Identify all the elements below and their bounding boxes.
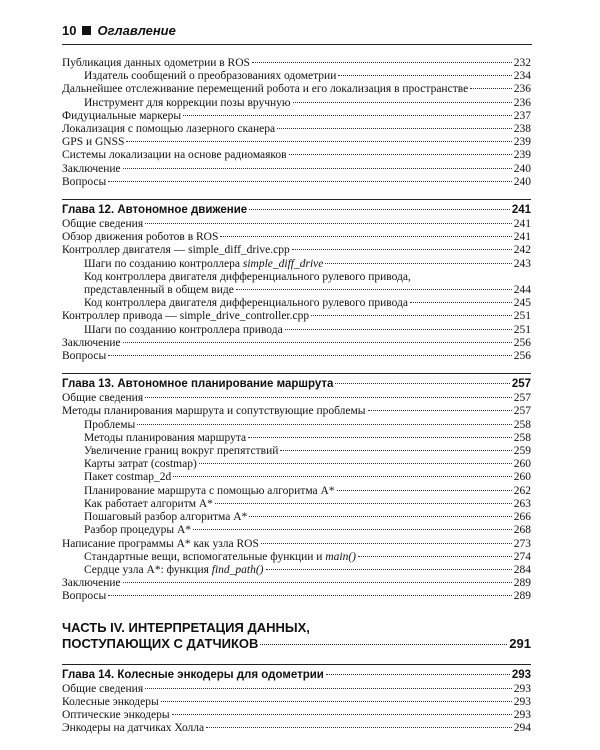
toc-entry-title: Проблемы: [84, 418, 136, 431]
toc-subentry: [62, 297, 531, 310]
toc-entry-page: 284: [513, 563, 531, 576]
toc-entry: [62, 538, 531, 551]
toc-entry-page: 263: [513, 497, 531, 510]
chapter-13-heading: Глава 13. Автономное планирование маршрута 257: [62, 378, 531, 391]
toc-entry-title: Код контроллера двигателя дифференциального рулевого привода: [84, 297, 409, 310]
toc-entry-page: 268: [513, 524, 531, 537]
toc-entry-page: 293: [513, 695, 531, 708]
toc-subentry: [62, 551, 531, 564]
toc-entry-page: 241: [513, 218, 531, 231]
dot-leader: [173, 476, 511, 477]
square-bullet-icon: [82, 26, 91, 35]
chapter-divider: [62, 664, 531, 665]
toc-entry: [62, 709, 531, 722]
toc-entry-page: 259: [513, 445, 531, 458]
toc-entry: [62, 696, 531, 709]
dot-leader: [266, 569, 512, 570]
toc-entry-title: Вопросы: [62, 350, 107, 363]
dot-leader: [215, 503, 512, 504]
toc-entry-page: 260: [513, 471, 531, 484]
toc-entry: [62, 392, 531, 405]
toc-subentry: [62, 284, 531, 297]
dot-leader: [358, 556, 512, 557]
toc-entry-title: Разбор процедуры A*: [84, 524, 192, 537]
toc-entry-title: Контроллер двигателя — simple_diff_drive.cpp: [62, 244, 290, 257]
toc-subentry: [62, 97, 531, 110]
toc-entry-title: Фидуциальные маркеры: [62, 109, 182, 122]
toc-entry-page: 240: [513, 162, 531, 175]
toc-subentry: [62, 419, 531, 432]
chapter-14-entries: [62, 683, 531, 736]
toc-entry-page: 258: [513, 418, 531, 431]
toc-entry-page: 258: [513, 431, 531, 444]
toc-entry-page: 234: [513, 70, 531, 83]
toc-entry: [62, 405, 531, 418]
toc-subentry: [62, 498, 531, 511]
toc-entry-title: Дальнейшее отслеживание перемещений робота и его локализация в пространстве: [62, 83, 469, 96]
toc-entry-page: 239: [513, 149, 531, 162]
header-rule: [62, 44, 532, 45]
toc-entry-title: Заключение: [62, 336, 121, 349]
dot-leader: [145, 223, 512, 224]
toc-entry: [62, 244, 531, 257]
toc-entry-page: 262: [513, 484, 531, 497]
chapter-14-heading: Глава 14. Колесные энкодеры для одометрии 293: [62, 668, 531, 681]
toc-entry-page: 274: [513, 550, 531, 563]
toc-entry-page: 256: [513, 336, 531, 349]
toc-entry-title: Вопросы: [62, 175, 107, 188]
chapter-12-heading: Глава 12. Автономное движение 241: [62, 204, 531, 217]
part-4-heading: [62, 620, 531, 652]
dot-leader: [108, 355, 512, 356]
toc-subentry: [62, 458, 531, 471]
toc-entry-title: Оптические энкодеры: [62, 708, 170, 721]
toc-subentry: [62, 524, 531, 537]
toc-entry-title: Общие сведения: [62, 392, 144, 405]
dot-leader: [368, 410, 512, 411]
toc-entry: [62, 136, 531, 149]
part-4-title-line2: ПОСТУПАЮЩИХ С ДАТЧИКОВ 291: [62, 635, 531, 651]
dot-leader: [410, 302, 512, 303]
toc-entry-title: Шаги по созданию контроллера simple_diff_drive: [84, 257, 324, 270]
toc-entry-page: 236: [513, 83, 531, 96]
toc-entry-title: Сердце узла A*: функция find_path(): [84, 563, 264, 576]
toc-entry-title: Общие сведения: [62, 682, 144, 695]
toc-subentry: [62, 471, 531, 484]
toc-subentry: [62, 70, 531, 83]
toc-entry-title: Инструмент для коррекции позы вручную: [84, 96, 291, 109]
dot-leader: [277, 128, 512, 129]
toc-entry-page: 289: [513, 577, 531, 590]
toc-subentry: [62, 564, 531, 577]
toc-entry-page: 293: [513, 682, 531, 695]
toc-entry: [62, 350, 531, 363]
dot-leader: [220, 236, 511, 237]
toc-entry-page: 236: [513, 96, 531, 109]
toc-entry: [62, 176, 531, 189]
toc-entry-title: Локализация с помощью лазерного сканера: [62, 123, 276, 136]
toc-entry-title: Колесные энкодеры: [62, 695, 159, 708]
toc-entry-page: 293: [513, 708, 531, 721]
chapter-divider: [62, 199, 531, 200]
toc-entry-page: 294: [513, 722, 531, 735]
toc-entry-title: Пошаговый разбор алгоритма A*: [84, 511, 248, 524]
toc-entry-page: 241: [513, 231, 531, 244]
dot-leader: [137, 424, 512, 425]
dot-leader: [292, 249, 512, 250]
toc-entry-page: 251: [513, 310, 531, 323]
dot-leader: [172, 714, 512, 715]
dot-leader: [249, 516, 511, 517]
chapter-12-entries: [62, 218, 531, 363]
dot-leader: [252, 62, 512, 63]
toc-entry-page: 273: [513, 537, 531, 550]
toc-entry-title: Как работает алгоритм A*: [84, 497, 213, 510]
toc-entry-title: Вопросы: [62, 590, 107, 603]
dot-leader: [161, 701, 512, 702]
dot-leader: [338, 75, 511, 76]
toc-entry-title: Методы планирования маршрута и сопутствующие проблемы: [62, 405, 366, 418]
toc-entry-title: Системы локализации на основе радиомаяков: [62, 149, 287, 162]
toc-entry-page: 238: [513, 123, 531, 136]
toc-entry-title: Общие сведения: [62, 218, 144, 231]
toc-entry-title: Карты затрат (costmap): [84, 458, 197, 471]
dot-leader: [311, 315, 512, 316]
toc-subentry: [62, 511, 531, 524]
dot-leader: [337, 490, 512, 491]
toc-entry: [62, 149, 531, 162]
toc-entry-title: Планирование маршрута с помощью алгоритма A*: [84, 484, 335, 497]
dot-leader: [261, 543, 512, 544]
toc-entry-title: Написание программы A* как узла ROS: [62, 537, 259, 550]
dot-leader: [280, 450, 511, 451]
toc-entry: [62, 83, 531, 96]
dot-leader: [325, 263, 511, 264]
toc-subentry: [62, 324, 531, 337]
dot-leader: [183, 115, 512, 116]
dot-leader: [236, 289, 512, 290]
toc-entry-page: 257: [513, 405, 531, 418]
dot-leader: [126, 141, 511, 142]
toc-entry-title: GPS и GNSS: [62, 136, 125, 149]
toc-entry: [62, 577, 531, 590]
toc-entry-title: Издатель сообщений о преобразованиях одометрии: [84, 70, 337, 83]
toc-entry: [62, 722, 531, 735]
toc-subentry: [62, 258, 531, 271]
dot-leader: [285, 329, 512, 330]
part-4-title-line1: ЧАСТЬ IV. ИНТЕРПРЕТАЦИЯ ДАННЫХ,: [62, 619, 310, 635]
dot-leader: [470, 88, 512, 89]
toc-entry-title: Шаги по созданию контроллера привода: [84, 323, 283, 336]
table-of-contents: [62, 57, 531, 735]
toc-entry-title: Пакет costmap_2d: [84, 471, 172, 484]
page-header: [62, 20, 176, 40]
dot-leader: [289, 154, 512, 155]
toc-entry-page: 243: [513, 257, 531, 270]
toc-entry: [62, 231, 531, 244]
toc-entry-title: Заключение: [62, 577, 121, 590]
toc-entry-page: 256: [513, 350, 531, 363]
toc-entry-page: 244: [513, 284, 531, 297]
dot-leader: [123, 582, 512, 583]
toc-entry: [62, 590, 531, 603]
toc-entry-title: Энкодеры на датчиках Холла: [62, 722, 205, 735]
toc-entry: [62, 163, 531, 176]
toc-entry: [62, 683, 531, 696]
toc-entry: [62, 310, 531, 323]
dot-leader: [145, 397, 512, 398]
toc-entry-title: Стандартные вещи, вспомогательные функции и main(): [84, 550, 356, 563]
toc-entry-page: 289: [513, 590, 531, 603]
chapter-13-entries: [62, 392, 531, 603]
toc-entry-page: 257: [513, 392, 531, 405]
toc-entry-title: Заключение: [62, 162, 121, 175]
toc-entry-page: 242: [513, 244, 531, 257]
toc-entry-title: Публикация данных одометрии в ROS: [62, 57, 250, 69]
toc-entry: [62, 57, 531, 70]
toc-block-continued: [62, 57, 531, 189]
dot-leader: [206, 727, 512, 728]
toc-entry-title: Контроллер привода — simple_drive_controller.cpp: [62, 310, 310, 323]
toc-entry: [62, 218, 531, 231]
toc-entry-page: 266: [513, 511, 531, 524]
toc-subentry: [62, 432, 531, 445]
toc-entry-page: 260: [513, 458, 531, 471]
toc-entry-title: Методы планирования маршрута: [84, 431, 247, 444]
toc-entry-page: 245: [513, 297, 531, 310]
page-number: 10: [62, 22, 77, 38]
dot-leader: [193, 529, 512, 530]
dot-leader: [199, 463, 512, 464]
toc-entry: [62, 123, 531, 136]
dot-leader: [123, 342, 512, 343]
running-title: Оглавление: [97, 22, 176, 38]
toc-entry-title: Увеличение границ вокруг препятствий: [84, 445, 279, 458]
toc-entry-page: 239: [513, 136, 531, 149]
chapter-divider: [62, 373, 531, 374]
toc-subentry: [62, 445, 531, 458]
dot-leader: [293, 102, 512, 103]
dot-leader: [108, 181, 512, 182]
toc-subentry: [62, 485, 531, 498]
toc-entry-page: 240: [513, 175, 531, 188]
toc-entry-wrapped-line: Код контроллера двигателя дифференциального рулевого привода,: [84, 270, 411, 283]
dot-leader: [145, 688, 512, 689]
toc-entry-page: 251: [513, 323, 531, 336]
toc-entry-page: 232: [513, 57, 531, 69]
dot-leader: [248, 437, 512, 438]
dot-leader: [108, 595, 512, 596]
toc-entry-page: 237: [513, 109, 531, 122]
toc-entry: [62, 337, 531, 350]
dot-leader: [123, 168, 512, 169]
toc-entry-title: представленный в общем виде: [84, 284, 234, 297]
toc-entry-title: Обзор движения роботов в ROS: [62, 231, 219, 244]
toc-entry: [62, 110, 531, 123]
